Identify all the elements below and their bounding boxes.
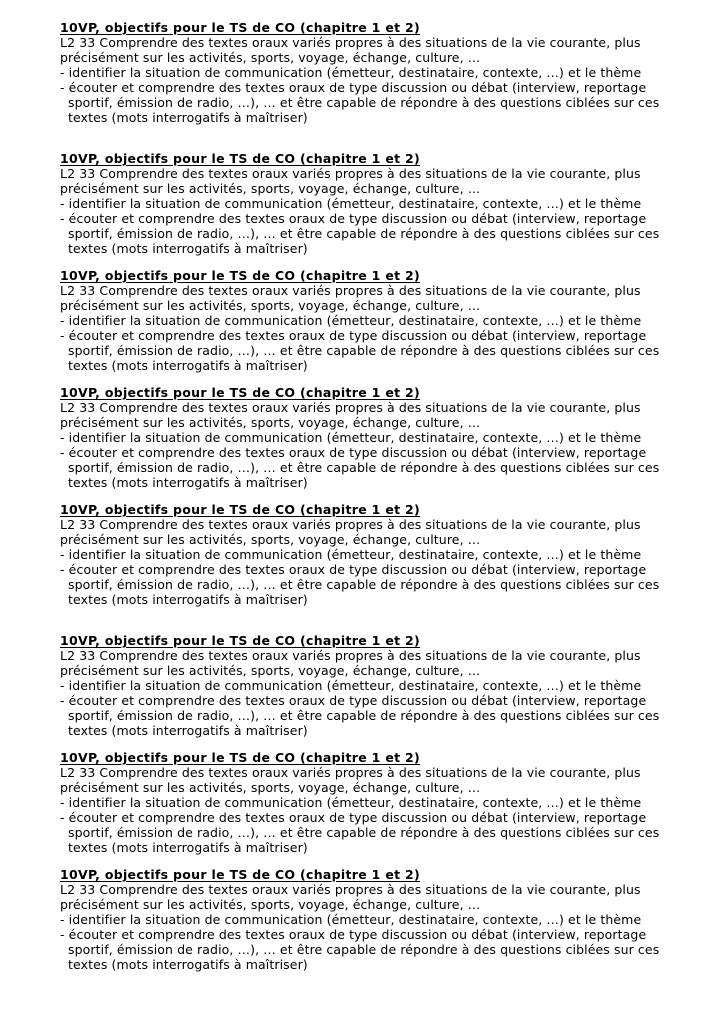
text-line: sportif, émission de radio, …), … et être capable de répondre à des questions ciblées sur ces	[68, 343, 660, 358]
objectives-block	[60, 20, 666, 125]
objectives-block	[60, 867, 666, 972]
text-line: précisément sur les activités, sports, voyage, échange, culture, …	[60, 298, 481, 313]
text-line: L2 33 Comprendre des textes oraux variés propres à des situations de la vie courante, plus	[60, 517, 641, 532]
text-line: L2 33 Comprendre des textes oraux variés propres à des situations de la vie courante, plus	[60, 648, 641, 663]
text-line: sportif, émission de radio, …), … et être capable de répondre à des questions ciblées sur ces	[68, 825, 660, 840]
objectives-block	[60, 268, 666, 373]
block-title: 10VP, objectifs pour le TS de CO (chapitre 1 et 2)	[60, 151, 421, 166]
text-line: précisément sur les activités, sports, voyage, échange, culture, …	[60, 50, 481, 65]
text-line: - écouter et comprendre des textes oraux de type discussion ou débat (interview, reportage	[60, 80, 647, 95]
block-title: 10VP, objectifs pour le TS de CO (chapitre 1 et 2)	[60, 750, 421, 765]
objectives-block	[60, 385, 666, 490]
text-line: - identifier la situation de communication (émetteur, destinataire, contexte, …) et le thème	[60, 678, 642, 693]
text-line: - identifier la situation de communication (émetteur, destinataire, contexte, …) et le thème	[60, 795, 642, 810]
text-line: textes (mots interrogatifs à maîtriser)	[68, 592, 308, 607]
text-line: textes (mots interrogatifs à maîtriser)	[68, 840, 308, 855]
block-title: 10VP, objectifs pour le TS de CO (chapitre 1 et 2)	[60, 20, 421, 35]
text-line: - écouter et comprendre des textes oraux de type discussion ou débat (interview, reportage	[60, 810, 647, 825]
text-line: - écouter et comprendre des textes oraux de type discussion ou débat (interview, reportage	[60, 927, 647, 942]
text-line: sportif, émission de radio, …), … et être capable de répondre à des questions ciblées sur ces	[68, 708, 660, 723]
text-line: textes (mots interrogatifs à maîtriser)	[68, 475, 308, 490]
text-line: - écouter et comprendre des textes oraux de type discussion ou débat (interview, reportage	[60, 562, 647, 577]
text-line: textes (mots interrogatifs à maîtriser)	[68, 358, 308, 373]
text-line: précisément sur les activités, sports, voyage, échange, culture, …	[60, 663, 481, 678]
text-line: sportif, émission de radio, …), … et être capable de répondre à des questions ciblées sur ces	[68, 577, 660, 592]
text-line: - identifier la situation de communication (émetteur, destinataire, contexte, …) et le thème	[60, 912, 642, 927]
text-line: L2 33 Comprendre des textes oraux variés propres à des situations de la vie courante, plus	[60, 166, 641, 181]
text-line: - identifier la situation de communication (émetteur, destinataire, contexte, …) et le thème	[60, 196, 642, 211]
text-line: - écouter et comprendre des textes oraux de type discussion ou débat (interview, reportage	[60, 328, 647, 343]
text-line: textes (mots interrogatifs à maîtriser)	[68, 241, 308, 256]
block-title: 10VP, objectifs pour le TS de CO (chapitre 1 et 2)	[60, 385, 421, 400]
text-line: - identifier la situation de communication (émetteur, destinataire, contexte, …) et le thème	[60, 430, 642, 445]
text-line: L2 33 Comprendre des textes oraux variés propres à des situations de la vie courante, plus	[60, 283, 641, 298]
text-line: précisément sur les activités, sports, voyage, échange, culture, …	[60, 181, 481, 196]
text-line: L2 33 Comprendre des textes oraux variés propres à des situations de la vie courante, plus	[60, 765, 641, 780]
text-line: sportif, émission de radio, …), … et être capable de répondre à des questions ciblées sur ces	[68, 942, 660, 957]
text-line: - écouter et comprendre des textes oraux de type discussion ou débat (interview, reportage	[60, 445, 647, 460]
text-line: textes (mots interrogatifs à maîtriser)	[68, 957, 308, 972]
text-line: - écouter et comprendre des textes oraux de type discussion ou débat (interview, reportage	[60, 693, 647, 708]
objectives-block	[60, 502, 666, 607]
text-line: - identifier la situation de communication (émetteur, destinataire, contexte, …) et le thème	[60, 313, 642, 328]
block-title: 10VP, objectifs pour le TS de CO (chapitre 1 et 2)	[60, 502, 421, 517]
text-line: L2 33 Comprendre des textes oraux variés propres à des situations de la vie courante, plus	[60, 400, 641, 415]
block-title: 10VP, objectifs pour le TS de CO (chapitre 1 et 2)	[60, 633, 421, 648]
text-line: précisément sur les activités, sports, voyage, échange, culture, …	[60, 415, 481, 430]
objectives-block	[60, 750, 666, 855]
text-line: textes (mots interrogatifs à maîtriser)	[68, 723, 308, 738]
text-line: sportif, émission de radio, …), … et être capable de répondre à des questions ciblées sur ces	[68, 95, 660, 110]
text-line: précisément sur les activités, sports, voyage, échange, culture, …	[60, 897, 481, 912]
text-line: L2 33 Comprendre des textes oraux variés propres à des situations de la vie courante, plus	[60, 882, 641, 897]
text-line: L2 33 Comprendre des textes oraux variés propres à des situations de la vie courante, plus	[60, 35, 641, 50]
block-title: 10VP, objectifs pour le TS de CO (chapitre 1 et 2)	[60, 867, 421, 882]
objectives-block-list	[60, 20, 666, 972]
text-line: précisément sur les activités, sports, voyage, échange, culture, …	[60, 780, 481, 795]
text-line: textes (mots interrogatifs à maîtriser)	[68, 110, 308, 125]
text-line: sportif, émission de radio, …), … et être capable de répondre à des questions ciblées sur ces	[68, 460, 660, 475]
text-line: - identifier la situation de communication (émetteur, destinataire, contexte, …) et le thème	[60, 547, 642, 562]
text-line: - écouter et comprendre des textes oraux de type discussion ou débat (interview, reportage	[60, 211, 647, 226]
text-line: précisément sur les activités, sports, voyage, échange, culture, …	[60, 532, 481, 547]
objectives-block	[60, 151, 666, 256]
objectives-block	[60, 633, 666, 738]
text-line: sportif, émission de radio, …), … et être capable de répondre à des questions ciblées sur ces	[68, 226, 660, 241]
block-title: 10VP, objectifs pour le TS de CO (chapitre 1 et 2)	[60, 268, 421, 283]
text-line: - identifier la situation de communication (émetteur, destinataire, contexte, …) et le thème	[60, 65, 642, 80]
